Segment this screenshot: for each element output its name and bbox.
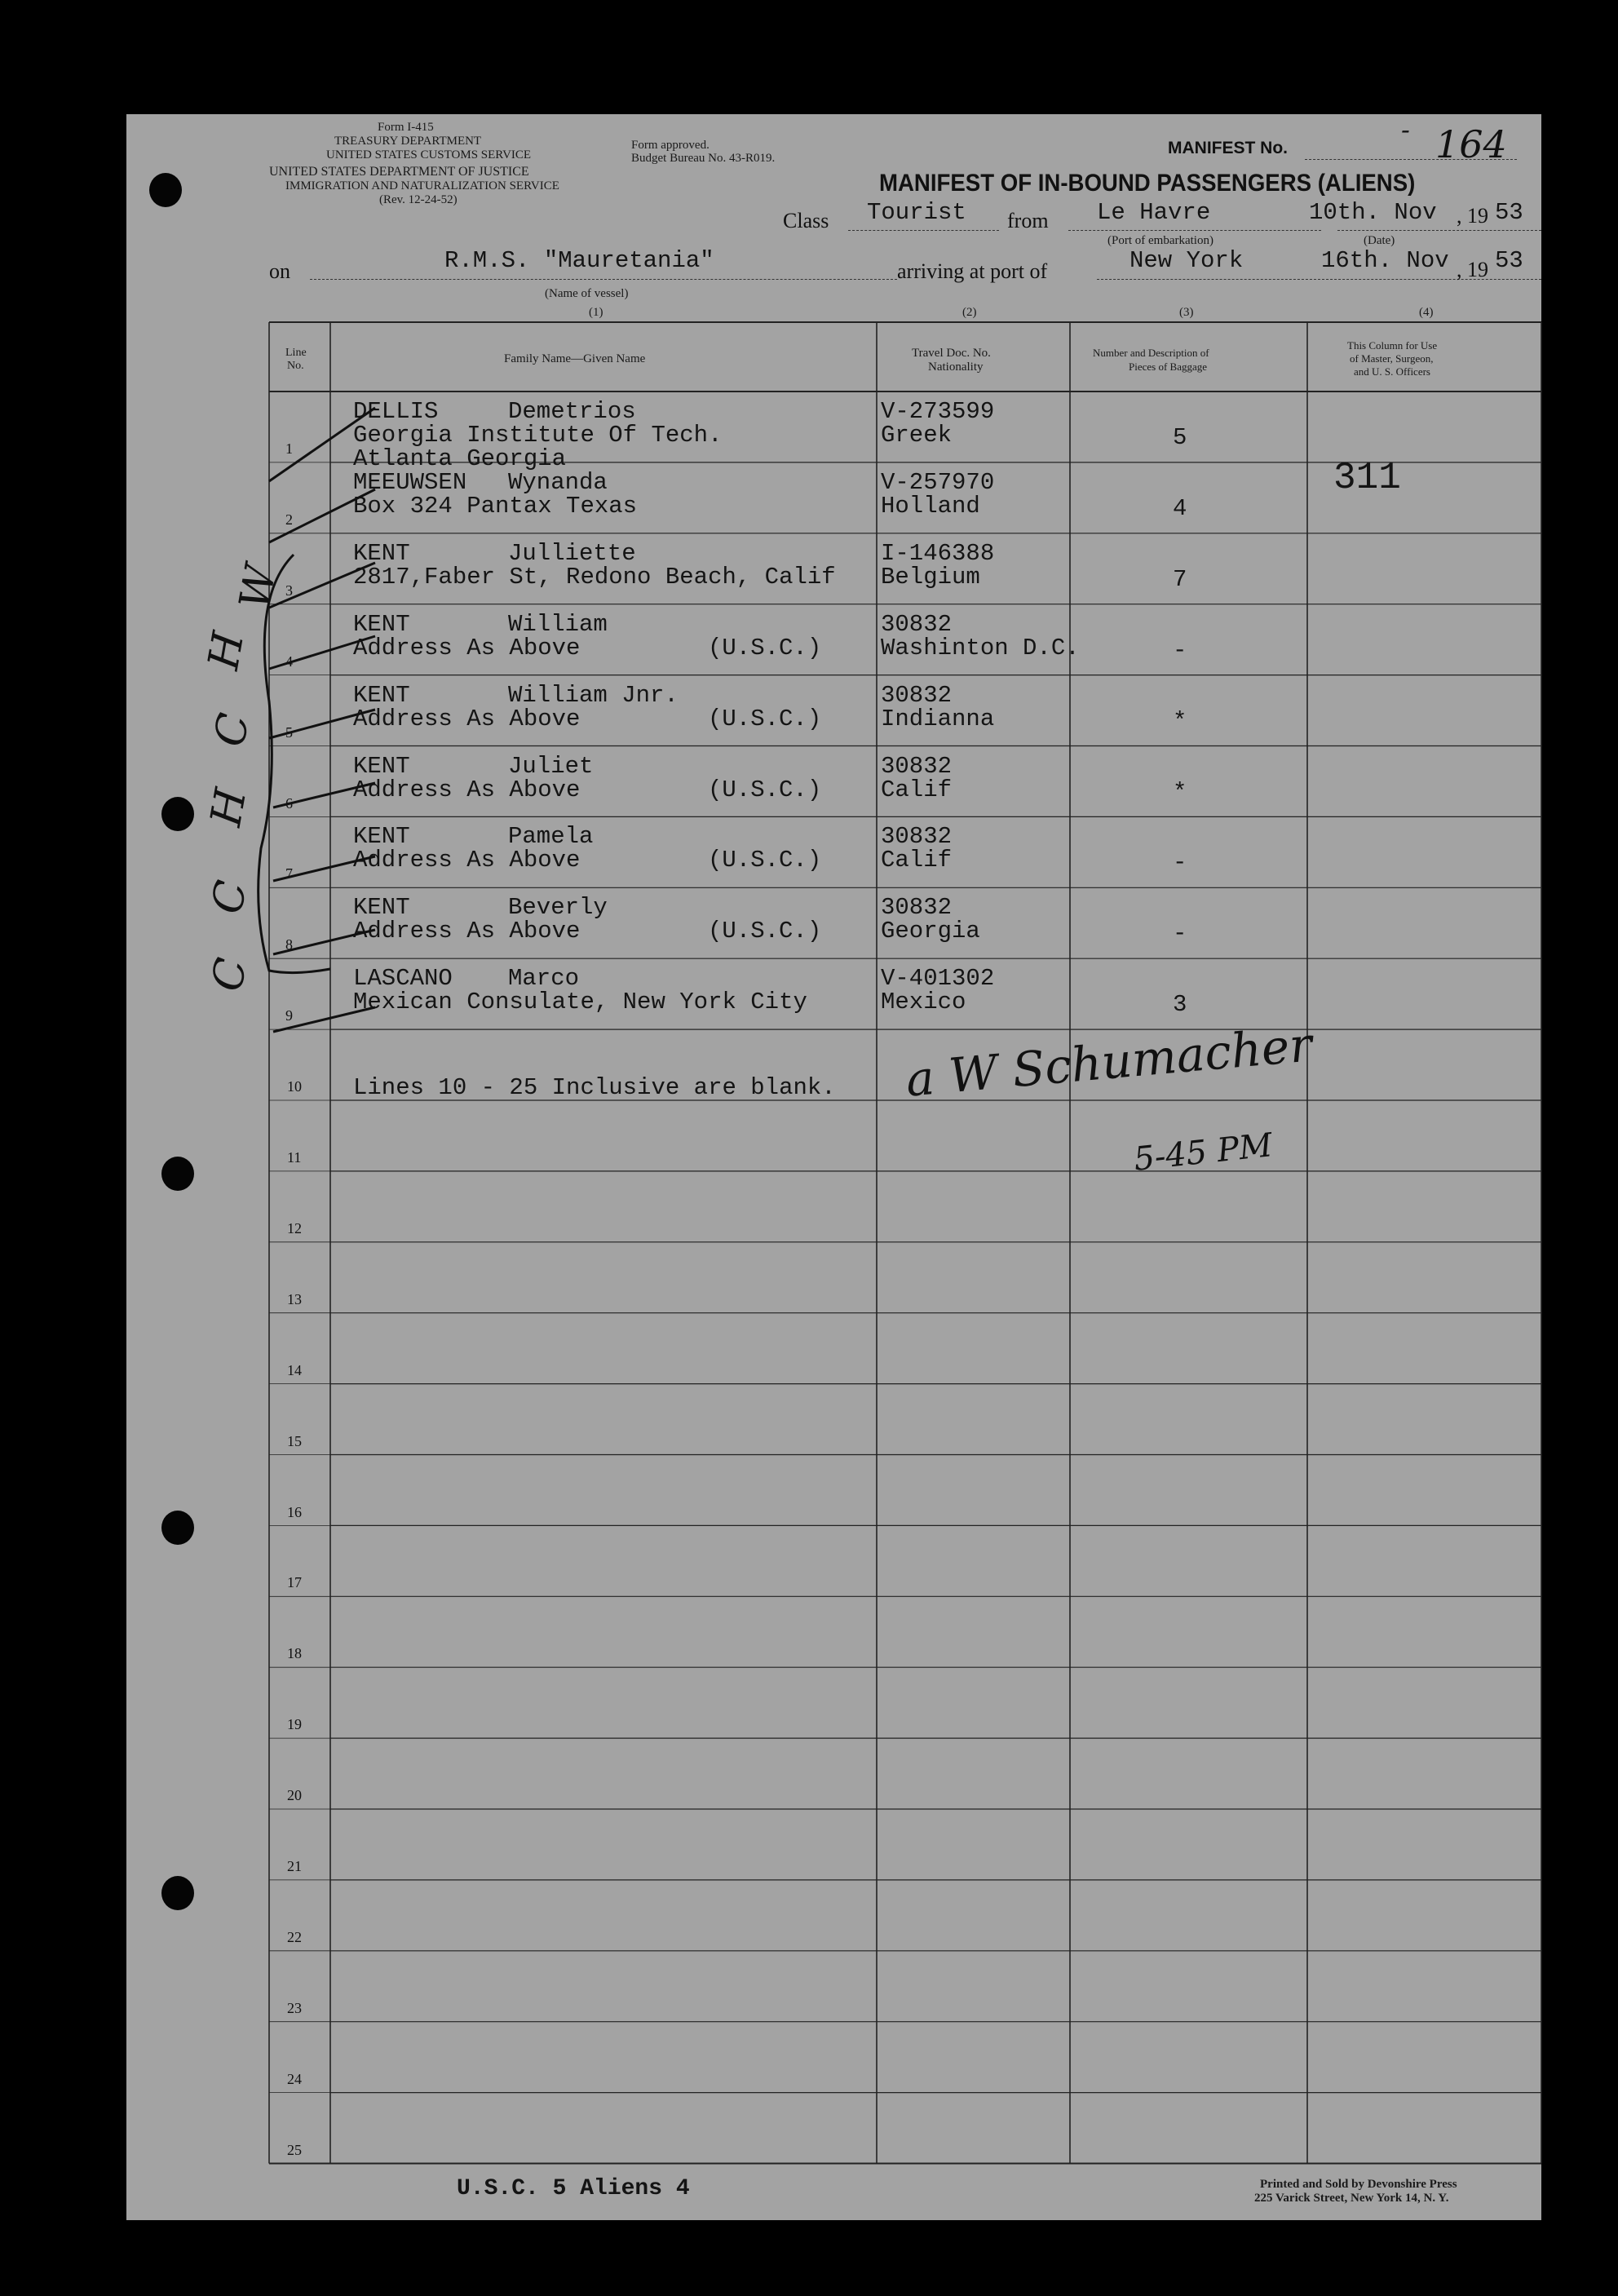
line-number: 1: [285, 440, 293, 457]
line-number: 5: [285, 723, 293, 741]
on-label: on: [269, 259, 290, 283]
revision: (Rev. 12-24-52): [379, 193, 458, 206]
budget-bureau: Budget Bureau No. 43-R019.: [631, 152, 776, 165]
citizenship-marker: (U.S.C.): [708, 705, 822, 732]
given-name: Wynanda: [508, 468, 608, 496]
address-line: Address As Above: [353, 634, 581, 661]
line-number: 15: [287, 1432, 302, 1449]
form-number: Form I-415: [378, 121, 434, 134]
given-name: William Jnr.: [508, 681, 679, 709]
given-name: Pamela: [508, 823, 594, 851]
col-num-3: (3): [1179, 306, 1194, 319]
col-header-traveldoc: Travel Doc. No.: [912, 347, 991, 360]
citizenship-marker: (U.S.C.): [708, 847, 822, 874]
footer-summary: U.S.C. 5 Aliens 4: [457, 2176, 690, 2201]
baggage-count: *: [1173, 707, 1187, 735]
arriving-label: arriving at port of: [897, 259, 1048, 283]
baggage-count: -: [1173, 920, 1187, 948]
nationality: Calif: [881, 847, 953, 874]
side-mark: H: [199, 628, 254, 674]
col-header-officers-b: of Master, Surgeon,: [1350, 352, 1434, 365]
address-line: Mexican Consulate, New York City: [353, 989, 807, 1016]
col-header-baggage: Number and Description of: [1093, 347, 1209, 359]
manifest-number-label: MANIFEST No.: [1168, 139, 1288, 157]
given-name: Marco: [508, 965, 580, 993]
family-name: DELLIS: [353, 398, 439, 425]
side-mark: W: [230, 561, 286, 613]
vessel-caption: (Name of vessel): [545, 287, 629, 300]
citizenship-marker: (U.S.C.): [708, 776, 822, 803]
side-mark: C: [205, 710, 259, 750]
blank-lines-note: Lines 10 - 25 Inclusive are blank.: [353, 1074, 836, 1101]
line-number: 22: [287, 1928, 302, 1945]
arrival-year: 53: [1495, 247, 1523, 274]
line-number: 4: [285, 653, 293, 670]
signature: a W Schumacher: [903, 1016, 1315, 1108]
travel-doc-number: 30832: [881, 894, 953, 922]
col-header-officers: This Column for Use: [1347, 339, 1438, 352]
family-name: KENT: [353, 681, 410, 709]
address-line-2: Atlanta Georgia: [353, 445, 567, 472]
from-label: from: [1007, 209, 1049, 232]
citizenship-marker: (U.S.C.): [708, 918, 822, 945]
class-label: Class: [783, 209, 829, 232]
side-mark: C: [202, 877, 257, 918]
line-number: 18: [287, 1645, 302, 1662]
line-number: 6: [285, 794, 293, 812]
line-number: 9: [285, 1007, 293, 1024]
address-line: Address As Above: [353, 847, 581, 874]
travel-doc-number: I-146388: [881, 539, 995, 567]
family-name: MEEUWSEN: [353, 468, 467, 496]
port-embarkation-caption: (Port of embarkation): [1107, 234, 1214, 247]
address-line: Address As Above: [353, 705, 581, 732]
nationality: Holland: [881, 492, 980, 520]
baggage-count: *: [1173, 778, 1187, 806]
baggage-count: -: [1173, 849, 1187, 877]
arrival-date: 16th. Nov: [1321, 247, 1449, 274]
col-header-baggage-b: Pieces of Baggage: [1129, 361, 1208, 373]
handwritten-time: 5-45 PM: [1132, 1126, 1275, 1179]
manifest-title: MANIFEST OF IN-BOUND PASSENGERS (ALIENS): [879, 170, 1416, 197]
col-header-line: Line: [285, 347, 307, 359]
given-name: Julliette: [508, 539, 636, 567]
officer-number: 311: [1333, 457, 1401, 499]
travel-doc-number: 30832: [881, 610, 953, 638]
family-name: KENT: [353, 752, 410, 780]
form-approved: Form approved.: [631, 139, 710, 152]
vessel-name: R.M.S. "Mauretania": [444, 247, 714, 274]
date-caption: (Date): [1364, 234, 1395, 247]
baggage-count: 7: [1173, 565, 1187, 593]
given-name: Beverly: [508, 894, 608, 922]
line-number: 13: [287, 1290, 302, 1307]
treasury-dept: TREASURY DEPARTMENT: [334, 135, 482, 148]
col-num-1: (1): [589, 306, 603, 319]
nationality: Belgium: [881, 563, 980, 591]
travel-doc-number: V-401302: [881, 965, 995, 993]
line-number: 3: [285, 582, 293, 599]
line-number: 16: [287, 1503, 302, 1520]
line-number: 23: [287, 1999, 302, 2016]
side-mark: H: [201, 785, 257, 830]
travel-doc-number: 30832: [881, 681, 953, 709]
given-name: Juliet: [508, 752, 594, 780]
travel-doc-number: 30832: [881, 752, 953, 780]
arrival-port: New York: [1130, 247, 1244, 274]
baggage-count: 4: [1173, 494, 1187, 522]
class-value: Tourist: [867, 199, 966, 226]
line-number: 2: [285, 511, 293, 528]
travel-doc-number: V-273599: [881, 398, 995, 425]
printer-line-2: 225 Varick Street, New York 14, N. Y.: [1254, 2192, 1449, 2205]
line-number: 19: [287, 1716, 302, 1733]
line-number: 10: [287, 1078, 302, 1095]
given-name: Demetrios: [508, 398, 636, 425]
address-line: Address As Above: [353, 918, 581, 945]
travel-doc-number: V-257970: [881, 468, 995, 496]
family-name: KENT: [353, 894, 410, 922]
family-name: KENT: [353, 610, 410, 638]
col-header-family: Family Name—Given Name: [504, 352, 646, 365]
col-header-line-b: No.: [287, 360, 304, 372]
family-name: KENT: [353, 823, 410, 851]
address-line: Box 324 Pantax Texas: [353, 492, 638, 520]
family-name: KENT: [353, 539, 410, 567]
line-number: 20: [287, 1787, 302, 1804]
col-num-4: (4): [1419, 306, 1434, 319]
departure-year-prefix: , 19: [1457, 204, 1488, 228]
line-number: 12: [287, 1219, 302, 1236]
arrival-year-prefix: , 19: [1457, 258, 1488, 281]
citizenship-marker: (U.S.C.): [708, 634, 822, 661]
line-number: 21: [287, 1858, 302, 1874]
travel-doc-number: 30832: [881, 823, 953, 851]
line-number: 7: [285, 865, 293, 883]
line-number: 24: [287, 2070, 302, 2087]
manifest-dash: -: [1401, 114, 1410, 145]
nationality: Washinton D.C.: [881, 634, 1080, 661]
manifest-number: 164: [1435, 122, 1507, 166]
ins-service: IMMIGRATION AND NATURALIZATION SERVICE: [285, 179, 559, 192]
baggage-count: 3: [1173, 991, 1187, 1019]
given-name: William: [508, 610, 608, 638]
col-num-2: (2): [962, 306, 977, 319]
line-number: 11: [287, 1149, 302, 1166]
baggage-count: 5: [1173, 424, 1187, 451]
line-number: 8: [285, 936, 293, 953]
customs-service: UNITED STATES CUSTOMS SERVICE: [326, 148, 532, 161]
departure-year: 53: [1495, 199, 1523, 226]
nationality: Calif: [881, 776, 953, 803]
nationality: Georgia: [881, 918, 980, 945]
address-line: 2817,Faber St, Redono Beach, Calif: [353, 563, 836, 591]
address-line: Address As Above: [353, 776, 581, 803]
side-mark: C: [202, 954, 257, 995]
line-number: 17: [287, 1574, 302, 1591]
printer-line-1: Printed and Sold by Devonshire Press: [1260, 2178, 1457, 2191]
address-line: Georgia Institute Of Tech.: [353, 422, 723, 449]
nationality: Mexico: [881, 989, 966, 1016]
nationality: Indianna: [881, 705, 995, 732]
baggage-count: -: [1173, 636, 1187, 664]
departure-date: 10th. Nov: [1309, 199, 1437, 226]
line-number: 25: [287, 2141, 302, 2158]
col-header-nationality: Nationality: [928, 361, 984, 374]
nationality: Greek: [881, 422, 953, 449]
line-number: 14: [287, 1361, 302, 1378]
justice-dept: UNITED STATES DEPARTMENT OF JUSTICE: [269, 165, 529, 179]
port-embarkation: Le Havre: [1097, 199, 1211, 226]
col-header-officers-c: and U. S. Officers: [1354, 365, 1430, 378]
family-name: LASCANO: [353, 965, 453, 993]
